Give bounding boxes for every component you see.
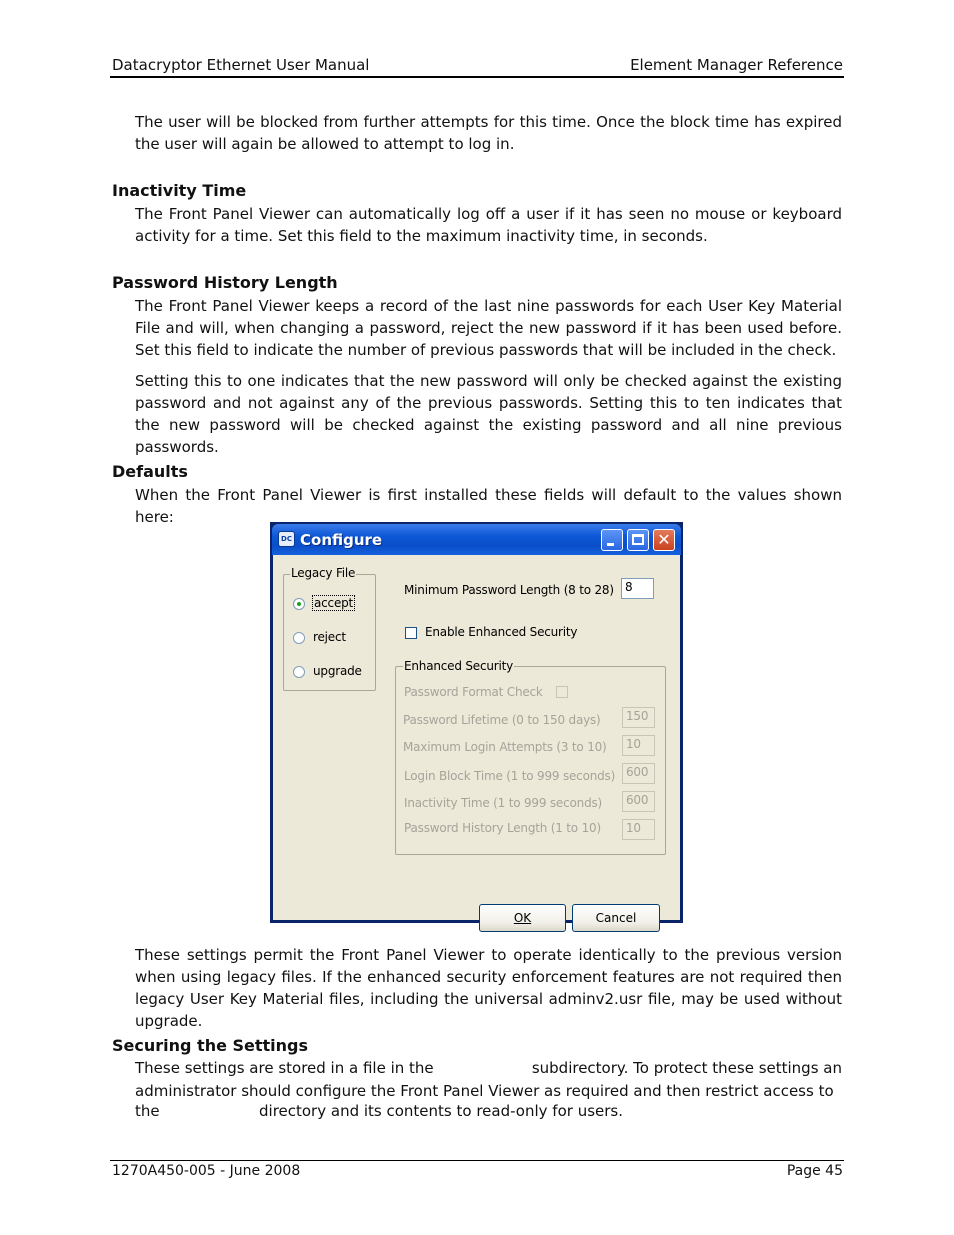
maximize-icon: [632, 534, 644, 545]
heading-password-history: Password History Length: [112, 273, 338, 292]
header-rule: [110, 76, 844, 78]
paragraph-defaults: When the Front Panel Viewer is first installed these fields will default to the values shown here:: [135, 486, 842, 526]
radio-accept-label[interactable]: accept: [314, 596, 354, 610]
radio-accept[interactable]: [293, 598, 305, 610]
cancel-button-label: Cancel: [595, 911, 637, 925]
min-password-length-label: Minimum Password Length (8 to 28): [404, 583, 614, 597]
minimize-icon: [607, 543, 614, 546]
enable-enhanced-security-label[interactable]: Enable Enhanced Security: [425, 625, 578, 639]
paragraph-password-history-1: The Front Panel Viewer keeps a record of the last nine passwords for each User Key Material File and will, when changing a password, reject the new password if it has been used before. Set this field to indicate the number of previous passwords that will be included in the check.: [135, 297, 842, 359]
configure-dialog: [270, 522, 683, 923]
page-header: [112, 56, 843, 76]
legacy-file-group-label: Legacy File: [291, 566, 356, 580]
close-icon: ✕: [657, 530, 671, 549]
minimize-button[interactable]: [601, 529, 623, 551]
radio-upgrade-label[interactable]: upgrade: [313, 664, 362, 678]
securing-text-1a: These settings are stored in a file in the: [135, 1059, 434, 1077]
max-login-attempts-input[interactable]: 10: [622, 735, 655, 756]
paragraph-securing-line-1: [135, 1057, 842, 1079]
dialog-client-area: [273, 555, 680, 925]
securing-text-3a: the: [135, 1102, 160, 1120]
footer-rule: [110, 1160, 844, 1161]
close-button[interactable]: [653, 529, 675, 551]
cancel-button[interactable]: [572, 904, 660, 932]
radio-reject[interactable]: [293, 632, 305, 644]
paragraph-password-history-2: Setting this to one indicates that the new password will only be checked against the existing password and not against any of the previous passwords. Setting this to ten indicates that the new password will be checked against the existing password and all nine previous passwords.: [135, 372, 842, 456]
dialog-titlebar[interactable]: [272, 524, 681, 555]
enable-enhanced-security-checkbox[interactable]: [405, 627, 417, 639]
password-history-length-input[interactable]: 10: [622, 819, 655, 840]
password-history-length-label: Password History Length (1 to 10): [404, 821, 601, 835]
password-lifetime-label: Password Lifetime (0 to 150 days): [403, 713, 601, 727]
securing-text-3b: directory and its contents to read-only for users.: [259, 1102, 623, 1120]
login-block-time-input[interactable]: 600: [622, 763, 655, 784]
footer-page-number: Page 45: [786, 1163, 843, 1179]
paragraph-inactivity-time: The Front Panel Viewer can automatically log off a user if it has seen no mouse or keyboard activity for a time. Set this field to the maximum inactivity time, in seconds.: [135, 205, 842, 245]
inactivity-time-input[interactable]: 600: [622, 791, 655, 812]
heading-defaults: Defaults: [112, 462, 188, 481]
paragraph-settings: These settings permit the Front Panel Viewer to operate identically to the previous version when using legacy files. If the enhanced security enforcement features are not required then legacy User Key Material files, including the universal adminv2.usr file, may be used without upgrade.: [135, 946, 842, 1030]
heading-inactivity-time: Inactivity Time: [112, 181, 247, 200]
ok-button-label: OK: [513, 911, 532, 925]
paragraph-securing-line-2: administrator should configure the Front Panel Viewer as required and then restrict access to: [135, 1082, 834, 1100]
header-section-title: Element Manager Reference: [630, 56, 843, 74]
inactivity-time-label: Inactivity Time (1 to 999 seconds): [404, 796, 603, 810]
password-lifetime-input[interactable]: 150: [622, 707, 655, 728]
footer-document-id: 1270A450-005 - June 2008: [112, 1163, 301, 1179]
dialog-title: Configure: [300, 531, 383, 549]
paragraph-securing-line-3: [135, 1100, 842, 1122]
login-block-time-label: Login Block Time (1 to 999 seconds): [404, 769, 616, 783]
maximize-button[interactable]: [627, 529, 649, 551]
paragraph-block-time: The user will be blocked from further attempts for this time. Once the block time has expired the user will again be allowed to attempt to log in.: [135, 113, 842, 153]
heading-securing-settings: Securing the Settings: [112, 1036, 309, 1055]
password-format-check-label: Password Format Check: [404, 685, 543, 699]
radio-upgrade[interactable]: [293, 666, 305, 678]
max-login-attempts-label: Maximum Login Attempts (3 to 10): [403, 740, 607, 754]
dc-app-icon: DC: [278, 531, 295, 547]
min-password-length-input[interactable]: 8: [621, 578, 654, 599]
securing-text-1b: subdirectory. To protect these settings an: [531, 1059, 842, 1077]
radio-reject-label[interactable]: reject: [313, 630, 346, 644]
ok-button[interactable]: [479, 904, 566, 932]
enhanced-security-group-label: Enhanced Security: [404, 659, 514, 673]
header-manual-title: Datacryptor Ethernet User Manual: [112, 56, 370, 74]
password-format-check-checkbox[interactable]: [556, 686, 568, 698]
